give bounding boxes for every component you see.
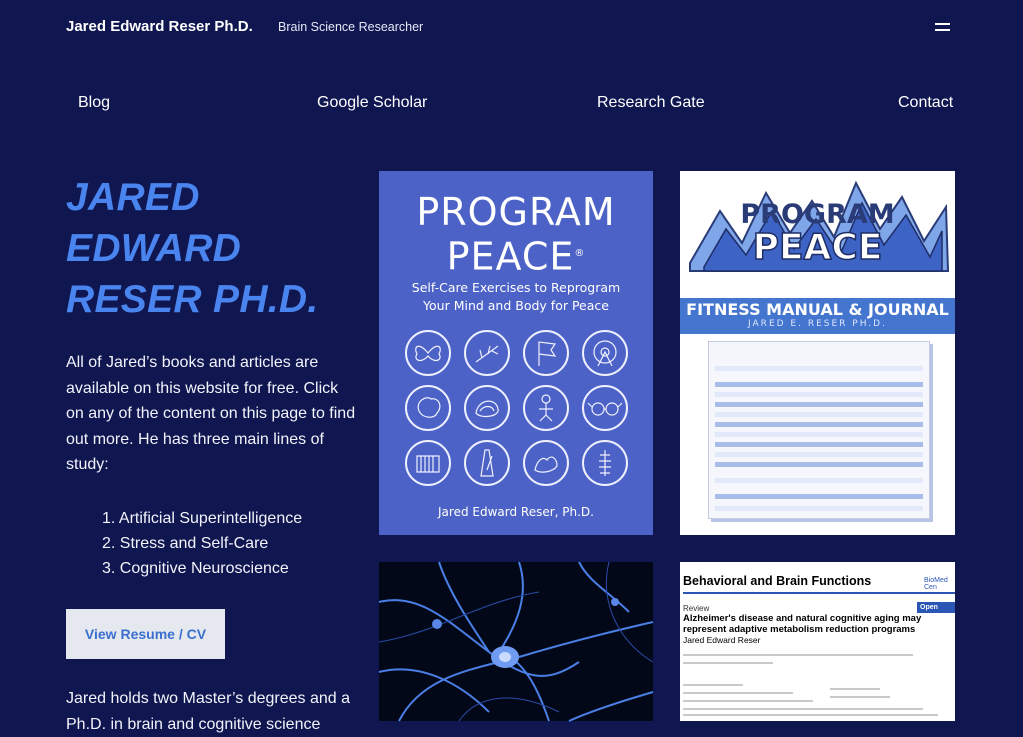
fitness-manual-card[interactable] <box>680 171 955 535</box>
manual-subtitle: FITNESS MANUAL & JOURNAL <box>686 300 949 319</box>
sheet-row <box>715 442 923 447</box>
view-resume-button[interactable]: View Resume / CV <box>66 609 225 659</box>
hamster-wheel-icon <box>582 330 628 376</box>
metronome-icon <box>464 440 510 486</box>
sheet-row <box>715 462 923 467</box>
journal-name: Behavioral and Brain Functions <box>683 574 872 588</box>
book-subtitle <box>379 279 653 315</box>
paper-text-line <box>830 688 880 690</box>
neuron-image <box>379 562 653 721</box>
flag-icon <box>523 330 569 376</box>
spine-icon <box>582 440 628 486</box>
book-title-line-2 <box>379 233 653 278</box>
sheet-row <box>715 494 923 499</box>
sheet-row <box>715 392 923 397</box>
accordion-icon <box>405 440 451 486</box>
book-author: Jared Edward Reser, Ph.D. <box>438 505 594 519</box>
paper-text-line <box>683 654 913 656</box>
paper-text-line <box>683 708 923 710</box>
paper-text-line <box>830 696 890 698</box>
study-item: 3. Cognitive Neuroscience <box>102 560 289 577</box>
paper-text-line <box>683 662 773 664</box>
paper-text-line <box>683 684 743 686</box>
title-line-2: EDWARD <box>66 227 242 270</box>
butterfly-icon <box>405 330 451 376</box>
book-title <box>379 191 653 278</box>
shell-icon <box>464 385 510 431</box>
plant-icon <box>464 330 510 376</box>
page-title <box>66 172 366 325</box>
nav-contact[interactable]: Contact <box>898 94 954 111</box>
menu-bar-top <box>935 23 950 25</box>
nav-blog[interactable]: Blog <box>78 94 111 111</box>
journal-rule <box>683 592 955 594</box>
study-item: 2. Stress and Self-Care <box>102 535 269 552</box>
hamburger-icon[interactable] <box>934 20 952 34</box>
sheet-row <box>715 366 923 371</box>
title-line-3: RESER PH.D. <box>66 278 319 321</box>
book-subtitle-line-1: Self-Care Exercises to Reprogram <box>411 280 621 295</box>
paper-text-line <box>683 700 813 702</box>
sheet-row <box>715 478 923 483</box>
manual-title-line-1: PROGRAM <box>740 199 895 230</box>
book-title-peace: PEACE <box>446 234 575 279</box>
brain-icon <box>405 385 451 431</box>
site-name[interactable]: Jared Edward Reser Ph.D. <box>66 18 253 35</box>
registered-mark: ® <box>574 248 586 259</box>
study-list <box>102 506 302 581</box>
neuron-image-card[interactable] <box>379 562 653 721</box>
sheet-row <box>715 402 923 407</box>
paper-text-line <box>683 692 793 694</box>
paper-author: Jared Edward Reser <box>683 635 761 645</box>
sheet-row <box>715 506 923 511</box>
paper-card[interactable] <box>680 562 955 721</box>
manual-author: JARED E. RESER PH.D. <box>748 319 887 329</box>
site-tagline: Brain Science Researcher <box>278 20 424 34</box>
publisher-brand: BioMed Cen <box>924 577 948 591</box>
paper-text-line <box>683 714 938 716</box>
book-title-line-1: PROGRAM <box>416 190 616 234</box>
top-bar <box>0 0 1023 56</box>
title-line-1: JARED <box>66 176 200 219</box>
nav-google-scholar[interactable]: Google Scholar <box>317 94 428 111</box>
sheet-row <box>715 422 923 427</box>
degrees-paragraph: Jared holds two Master’s degrees and a Ph.D. in brain and cognitive science <box>66 690 351 733</box>
book-subtitle-line-2: Your Mind and Body for Peace <box>423 298 609 313</box>
figure-icon <box>523 385 569 431</box>
sheet-row <box>715 382 923 387</box>
program-peace-book-card[interactable] <box>379 171 653 535</box>
study-item: 1. Artificial Superintelligence <box>102 510 303 527</box>
paper-title: Alzheimer's disease and natural cognitive aging may represent adaptive metabolism reduction programs <box>683 613 922 635</box>
sheet-row <box>715 432 923 437</box>
nav-research-gate[interactable]: Research Gate <box>597 94 705 111</box>
menu-bar-bottom <box>935 29 950 31</box>
intro-paragraph: All of Jared’s books and articles are available on this website for free. Click on any of the content on this page to find out more. He has three main lines of study: <box>66 354 356 474</box>
glasses-icon <box>582 385 628 431</box>
sheet-row <box>715 412 923 417</box>
open-access-badge: Open Acce <box>917 602 955 613</box>
hands-icon <box>523 440 569 486</box>
tracker-sheet-image <box>708 341 930 519</box>
manual-title-line-2: PEACE <box>752 227 883 268</box>
sheet-row <box>715 452 923 457</box>
article-type: Review <box>683 604 710 613</box>
